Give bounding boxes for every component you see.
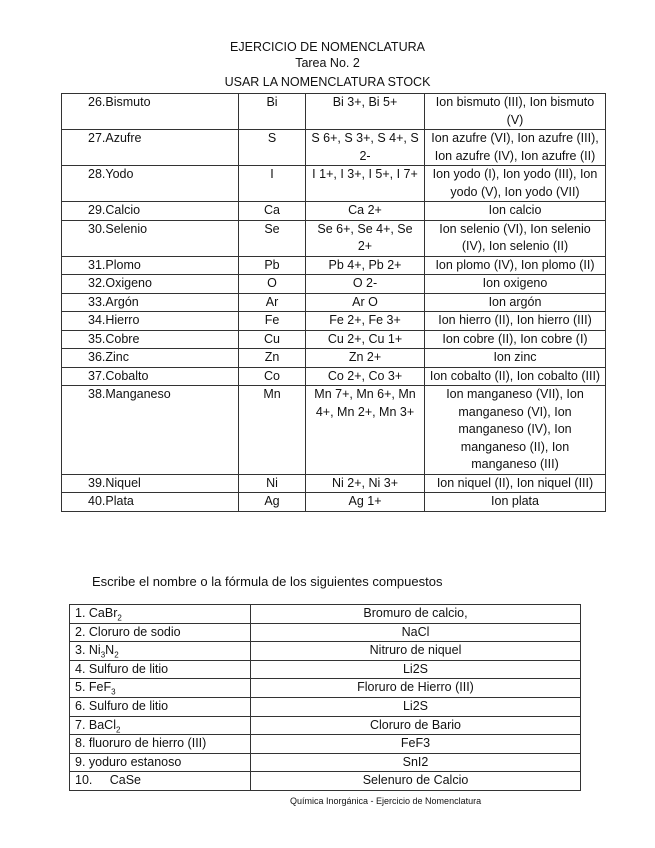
compound-prompt-text: 5. FeF bbox=[75, 680, 112, 695]
element-ion-names: Ion cobre (II), Ion cobre (I) bbox=[425, 330, 606, 349]
element-valences: Zn 2+ bbox=[306, 349, 425, 368]
compound-answer: FeF3 bbox=[251, 735, 581, 754]
element-name: 38.Manganeso bbox=[62, 386, 239, 475]
compound-prompt-text: 4. Sulfuro de litio bbox=[75, 661, 169, 676]
compound-subscript: 3 bbox=[111, 687, 116, 697]
document-title: EJERCICIO DE NOMENCLATURA bbox=[230, 40, 425, 54]
compound-prompt-text: 1. CaBr bbox=[75, 606, 118, 620]
compound-answer: Li2S bbox=[251, 697, 581, 716]
element-symbol: Ni bbox=[239, 474, 306, 493]
element-symbol: S bbox=[239, 130, 306, 166]
element-symbol: Ag bbox=[239, 493, 306, 512]
compound-subscript: 2 bbox=[117, 613, 122, 623]
element-row bbox=[62, 202, 606, 221]
element-valences: Ar O bbox=[306, 293, 425, 312]
element-ion-names: Ion plata bbox=[425, 493, 606, 512]
compound-prompt-text: 10. CaSe bbox=[75, 773, 142, 788]
element-name: 34.Hierro bbox=[62, 312, 239, 331]
element-symbol: I bbox=[239, 166, 306, 202]
element-name: 36.Zinc bbox=[62, 349, 239, 368]
task-number: Tarea No. 2 bbox=[295, 56, 360, 70]
element-valences: Fe 2+, Fe 3+ bbox=[306, 312, 425, 331]
compound-answer: Nitruro de niquel bbox=[251, 642, 581, 661]
element-ion-names: Ion plomo (IV), Ion plomo (II) bbox=[425, 256, 606, 275]
elements-table bbox=[61, 93, 606, 512]
element-valences: Ag 1+ bbox=[306, 493, 425, 512]
element-ion-names: Ion cobalto (II), Ion cobalto (III) bbox=[425, 367, 606, 386]
element-name: 26.Bismuto bbox=[62, 94, 239, 130]
element-row bbox=[62, 256, 606, 275]
compound-prompt bbox=[70, 605, 251, 624]
compound-answer: SnI2 bbox=[251, 753, 581, 772]
element-ion-names: Ion manganeso (VII), Ion manganeso (VI), Ion manganeso (IV), Ion manganeso (II), Ion manganeso (III) bbox=[425, 386, 606, 475]
element-symbol: Zn bbox=[239, 349, 306, 368]
compound-prompt-text: 3. Ni bbox=[75, 643, 101, 658]
element-valences: Ca 2+ bbox=[306, 202, 425, 221]
element-row bbox=[62, 386, 606, 475]
element-valences: Co 2+, Co 3+ bbox=[306, 367, 425, 386]
element-row bbox=[62, 330, 606, 349]
element-symbol: Bi bbox=[239, 94, 306, 130]
compound-row bbox=[70, 642, 581, 661]
compound-prompt-text: N bbox=[105, 643, 115, 658]
element-name: 35.Cobre bbox=[62, 330, 239, 349]
compound-answer: Selenuro de Calcio bbox=[251, 772, 581, 791]
element-row bbox=[62, 349, 606, 368]
element-name: 32.Oxigeno bbox=[62, 275, 239, 294]
element-ion-names: Ion calcio bbox=[425, 202, 606, 221]
page-footer: Química Inorgánica - Ejercicio de Nomenclatura bbox=[290, 796, 482, 806]
element-ion-names: Ion selenio (VI), Ion selenio (IV), Ion selenio (II) bbox=[425, 220, 606, 256]
compounds-instruction: Escribe el nombre o la fórmula de los siguientes compuestos bbox=[92, 574, 443, 589]
compounds-table bbox=[69, 604, 581, 791]
element-valences: Pb 4+, Pb 2+ bbox=[306, 256, 425, 275]
element-symbol: Ar bbox=[239, 293, 306, 312]
element-ion-names: Ion azufre (VI), Ion azufre (III), Ion azufre (IV), Ion azufre (II) bbox=[425, 130, 606, 166]
document-subtitle: USAR LA NOMENCLATURA STOCK bbox=[224, 75, 431, 89]
compound-answer: Cloruro de Bario bbox=[251, 716, 581, 735]
compound-prompt-text: 7. BaCl bbox=[75, 717, 116, 732]
compound-answer: Li2S bbox=[251, 660, 581, 679]
element-name: 27.Azufre bbox=[62, 130, 239, 166]
element-valences: Mn 7+, Mn 6+, Mn 4+, Mn 2+, Mn 3+ bbox=[306, 386, 425, 475]
compound-prompt bbox=[70, 753, 251, 772]
element-row bbox=[62, 220, 606, 256]
compound-prompt-text: 9. yoduro estanoso bbox=[75, 754, 182, 769]
compound-row bbox=[70, 697, 581, 716]
element-valences: S 6+, S 3+, S 4+, S 2- bbox=[306, 130, 425, 166]
element-symbol: Co bbox=[239, 367, 306, 386]
element-ion-names: Ion niquel (II), Ion niquel (III) bbox=[425, 474, 606, 493]
element-row bbox=[62, 474, 606, 493]
compound-row bbox=[70, 605, 581, 624]
compound-subscript: 2 bbox=[114, 650, 119, 660]
compound-prompt bbox=[70, 623, 251, 642]
compound-prompt-text: 2. Cloruro de sodio bbox=[75, 624, 181, 639]
element-row bbox=[62, 275, 606, 294]
compound-prompt bbox=[70, 716, 251, 735]
element-name: 30.Selenio bbox=[62, 220, 239, 256]
compound-subscript: 3 bbox=[100, 650, 106, 660]
element-symbol: Cu bbox=[239, 330, 306, 349]
element-valences: O 2- bbox=[306, 275, 425, 294]
element-row bbox=[62, 130, 606, 166]
compound-prompt bbox=[70, 735, 251, 754]
element-valences: Ni 2+, Ni 3+ bbox=[306, 474, 425, 493]
element-row bbox=[62, 367, 606, 386]
element-valences: Bi 3+, Bi 5+ bbox=[306, 94, 425, 130]
element-symbol: Ca bbox=[239, 202, 306, 221]
element-ion-names: Ion hierro (II), Ion hierro (III) bbox=[425, 312, 606, 331]
element-ion-names: Ion zinc bbox=[425, 349, 606, 368]
element-name: 37.Cobalto bbox=[62, 367, 239, 386]
element-row bbox=[62, 312, 606, 331]
compound-prompt-text: 8. fluoruro de hierro (III) bbox=[75, 736, 207, 751]
element-name: 33.Argón bbox=[62, 293, 239, 312]
element-ion-names: Ion bismuto (III), Ion bismuto (V) bbox=[425, 94, 606, 130]
compound-prompt bbox=[70, 679, 251, 698]
element-name: 29.Calcio bbox=[62, 202, 239, 221]
element-symbol: O bbox=[239, 275, 306, 294]
element-row bbox=[62, 293, 606, 312]
compound-subscript: 2 bbox=[116, 725, 121, 735]
compound-row bbox=[70, 716, 581, 735]
element-valences: I 1+, I 3+, I 5+, I 7+ bbox=[306, 166, 425, 202]
element-symbol: Se bbox=[239, 220, 306, 256]
compound-answer: Bromuro de calcio, bbox=[251, 605, 581, 624]
element-name: 39.Niquel bbox=[62, 474, 239, 493]
element-valences: Cu 2+, Cu 1+ bbox=[306, 330, 425, 349]
compound-prompt-text: 6. Sulfuro de litio bbox=[75, 698, 169, 713]
compound-prompt bbox=[70, 772, 251, 791]
compound-row bbox=[70, 735, 581, 754]
compound-prompt bbox=[70, 660, 251, 679]
element-symbol: Fe bbox=[239, 312, 306, 331]
element-ion-names: Ion yodo (I), Ion yodo (III), Ion yodo (V), Ion yodo (VII) bbox=[425, 166, 606, 202]
element-name: 28.Yodo bbox=[62, 166, 239, 202]
element-name: 40.Plata bbox=[62, 493, 239, 512]
compound-answer: NaCl bbox=[251, 623, 581, 642]
element-valences: Se 6+, Se 4+, Se 2+ bbox=[306, 220, 425, 256]
compound-row bbox=[70, 772, 581, 791]
compound-row bbox=[70, 679, 581, 698]
element-name: 31.Plomo bbox=[62, 256, 239, 275]
compound-row bbox=[70, 623, 581, 642]
compound-row bbox=[70, 660, 581, 679]
element-ion-names: Ion oxigeno bbox=[425, 275, 606, 294]
compound-row bbox=[70, 753, 581, 772]
element-row bbox=[62, 166, 606, 202]
element-row bbox=[62, 493, 606, 512]
element-ion-names: Ion argón bbox=[425, 293, 606, 312]
compound-answer: Floruro de Hierro (III) bbox=[251, 679, 581, 698]
compound-prompt bbox=[70, 697, 251, 716]
element-symbol: Pb bbox=[239, 256, 306, 275]
compound-prompt bbox=[70, 642, 251, 661]
element-symbol: Mn bbox=[239, 386, 306, 475]
element-row bbox=[62, 94, 606, 130]
